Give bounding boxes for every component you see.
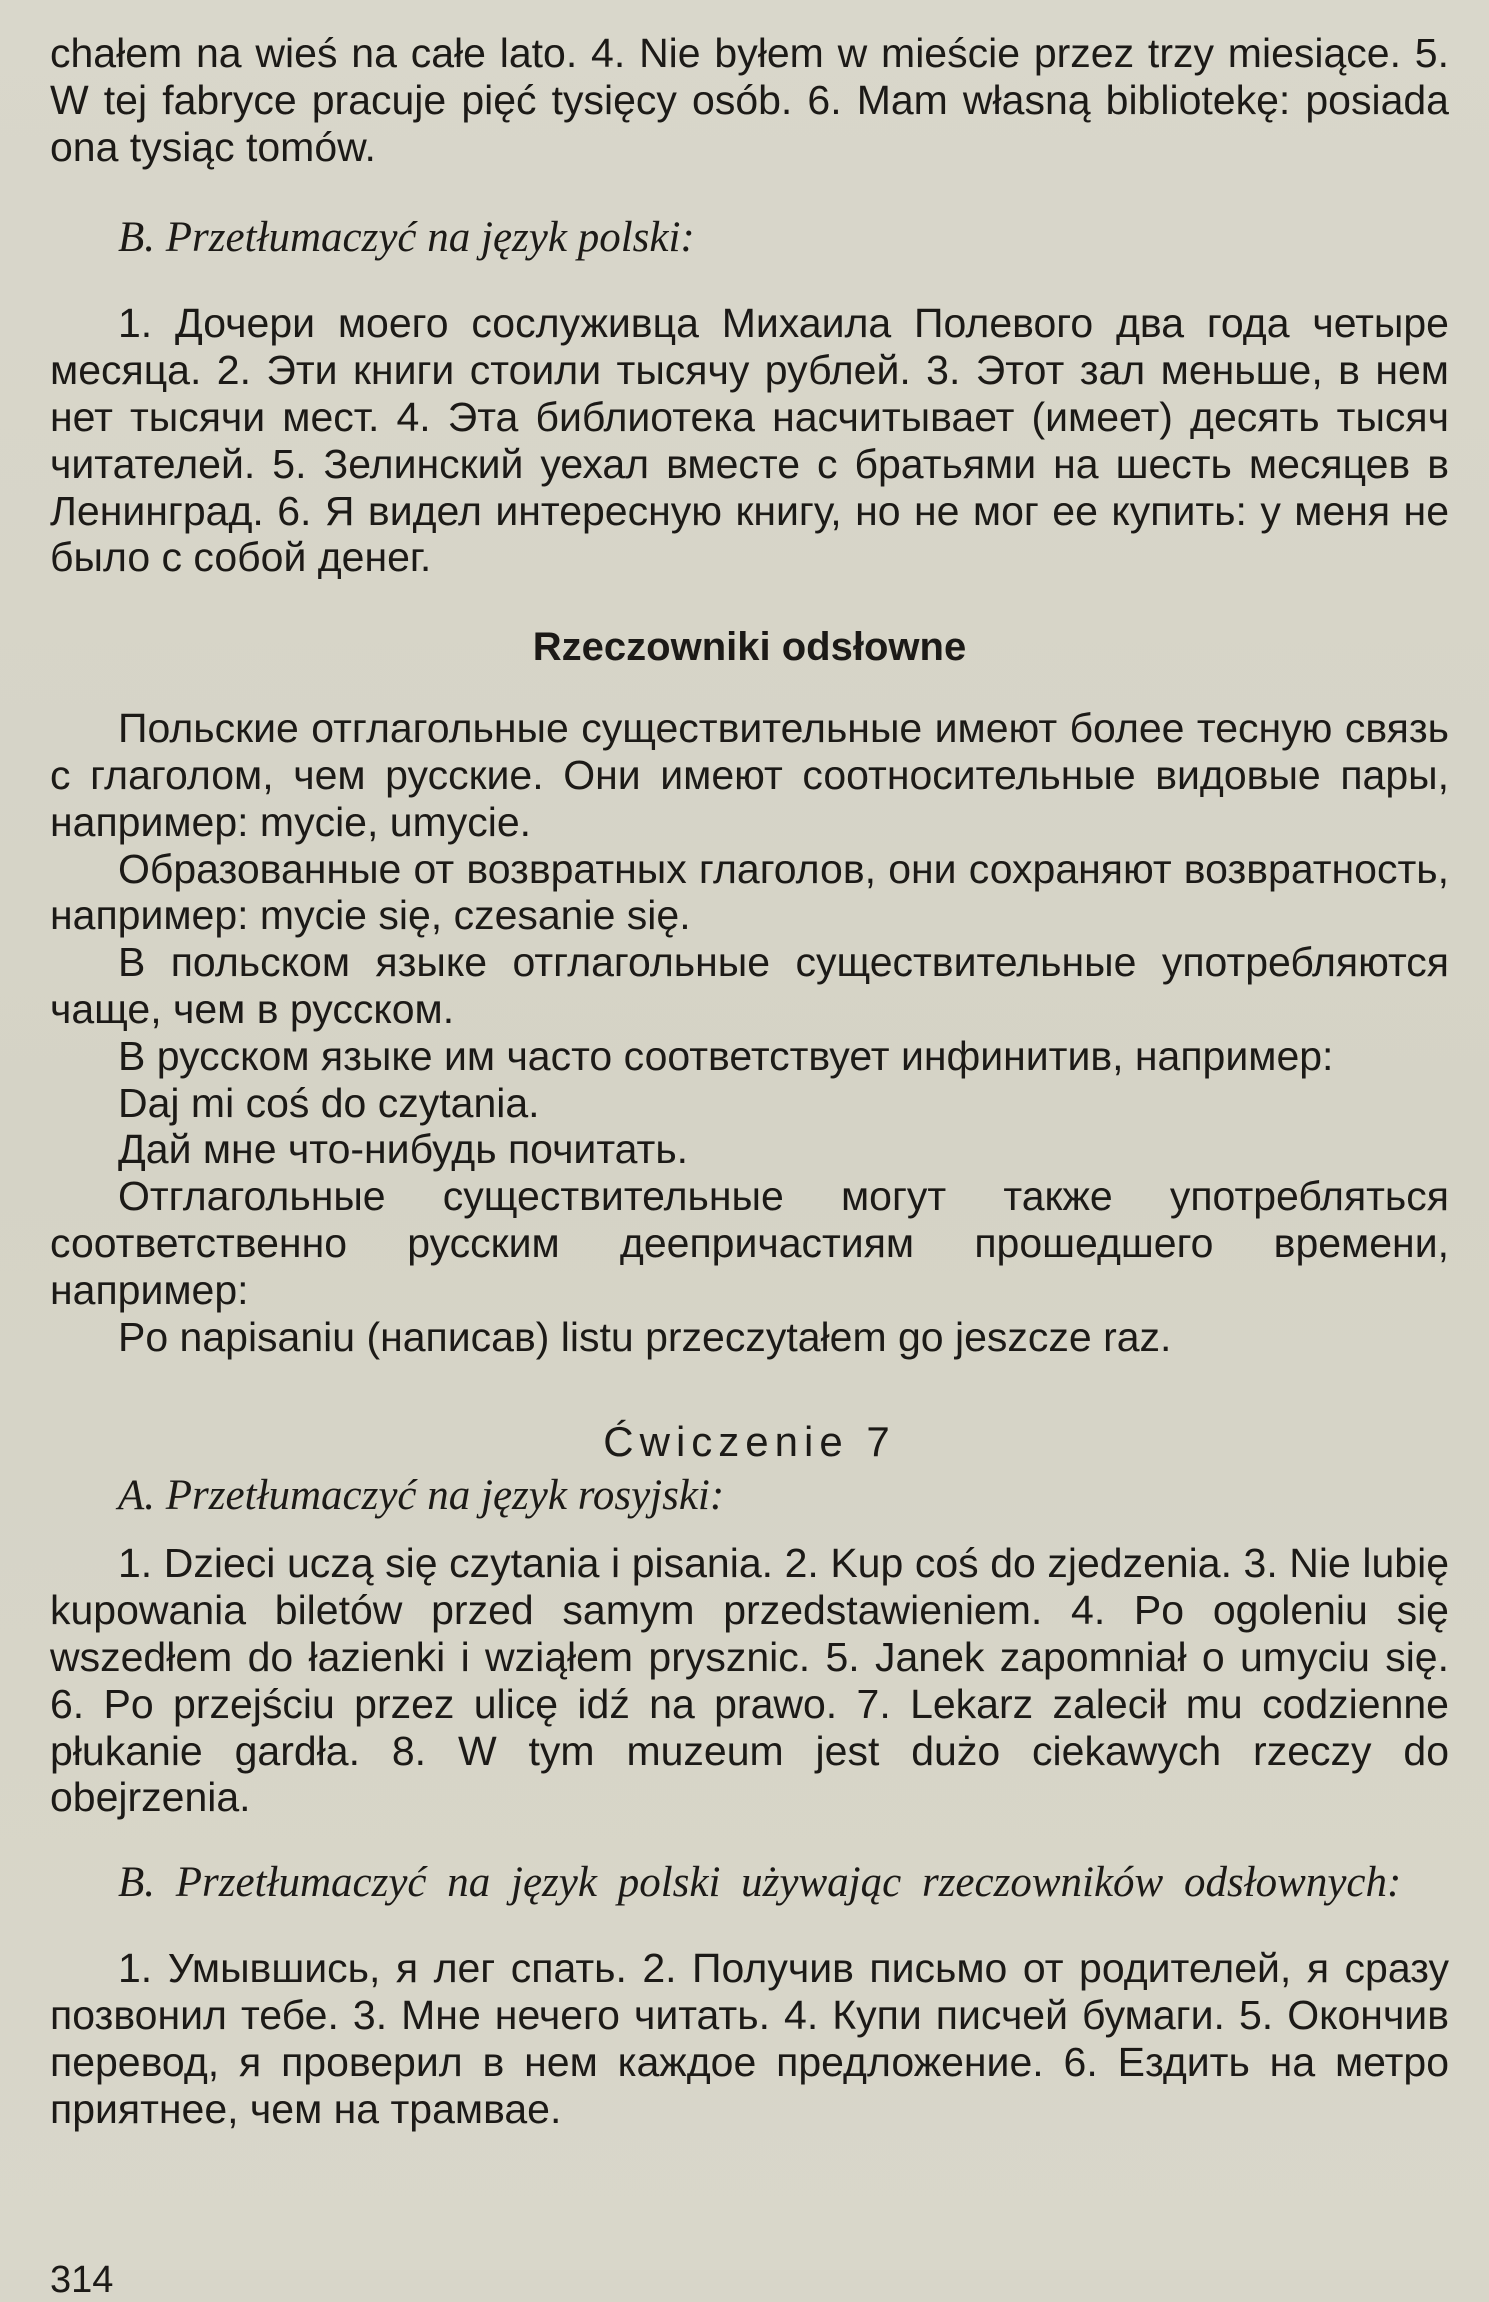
exercise-7a-text: 1. Dzieci uczą się czytania i pisania. 2. Kup coś do zjedzenia. 3. Nie lubię kupowania biletów przed samym przedstawieniem. 4. Po ogoleniu się wszedłem do łazienki i wziąłem prysznic. 5. Janek zapomniał o umyciu się. 6. Po przejściu przez ulicę idź na prawo. 7. Lekarz zalecił mu codzienne płukanie gardła. 8. W tym muzeum jest dużo ciekawych rzeczy do obejrzenia.	[50, 1540, 1449, 1821]
exercise-7b-text: 1. Умывшись, я лег спать. 2. Получив письмо от родителей, я сразу позвонил тебе. 3. Мне нечего читать. 4. Купи писчей бумаги. 5. Окончив перевод, я проверил в нем каждое предложение. 6. Ездить на метро приятнее, чем на трамвае.	[50, 1945, 1449, 2132]
theory-paragraph-1: Польские отглагольные существительные имеют более тесную связь с глаголом, чем русские. Они имеют соотносительные видовые пары, например: mycie, umycie.	[50, 705, 1449, 845]
theory-paragraph-3: В польском языке отглагольные существительные употребляются чаще, чем в русском.	[50, 939, 1449, 1032]
theory-paragraph-2: Образованные от возвратных глаголов, они сохраняют возвратность, например: mycie się, czesanie się.	[50, 845, 1449, 939]
page-number: 314	[50, 2259, 114, 2301]
exercise-heading: Ćwiczenie 7	[603, 1418, 896, 1466]
paragraph-continuation: chałem na wieś na całe lato. 4. Nie byłem w mieście przez trzy miesiące. 5. W tej fabryce pracuje pięć tysięcy osób. 6. Mam własną bibliotekę: posiada ona tysiąc tomów.	[50, 30, 1449, 170]
theory-paragraph-5: Отглагольные существительные могут также употребляться соответственно русским деепричастиям прошедшего времени, например:	[50, 1173, 1449, 1313]
exercise-6b-text: 1. Дочери моего сослуживца Михаила Полевого два года четыре месяца. 2. Эти книги стоили тысячу рублей. 3. Этот зал меньше, в нем нет тысячи мест. 4. Эта библиотека насчитывает (имеет) десять тысяч читателей. 5. Зелинский уехал вместе с братьями на шесть месяцев в Ленинград. 6. Я видел интересную книгу, но не мог ее купить: у меня не было с собой денег.	[50, 300, 1449, 581]
exercise-6b-instruction: B. Przetłumaczyć na język polski:	[118, 214, 695, 262]
exercise-7b-instruction: B. Przetłumaczyć na język polski używając rzeczowników odsłownych:	[118, 1859, 1402, 1907]
theory-paragraph-4: В русском языке им часто соответствует инфинитив, например:	[118, 1032, 1334, 1079]
section-heading: Rzeczowniki odsłowne	[532, 625, 967, 670]
theory-example-3: Po napisaniu (написав) listu przeczytałem go jeszcze raz.	[118, 1313, 1172, 1360]
exercise-7a-instruction: A. Przetłumaczyć na język rosyjski:	[118, 1472, 725, 1520]
theory-example-polish: Daj mi coś do czytania.	[118, 1079, 540, 1126]
theory-example-russian: Дай мне что-нибудь почитать.	[118, 1126, 689, 1173]
